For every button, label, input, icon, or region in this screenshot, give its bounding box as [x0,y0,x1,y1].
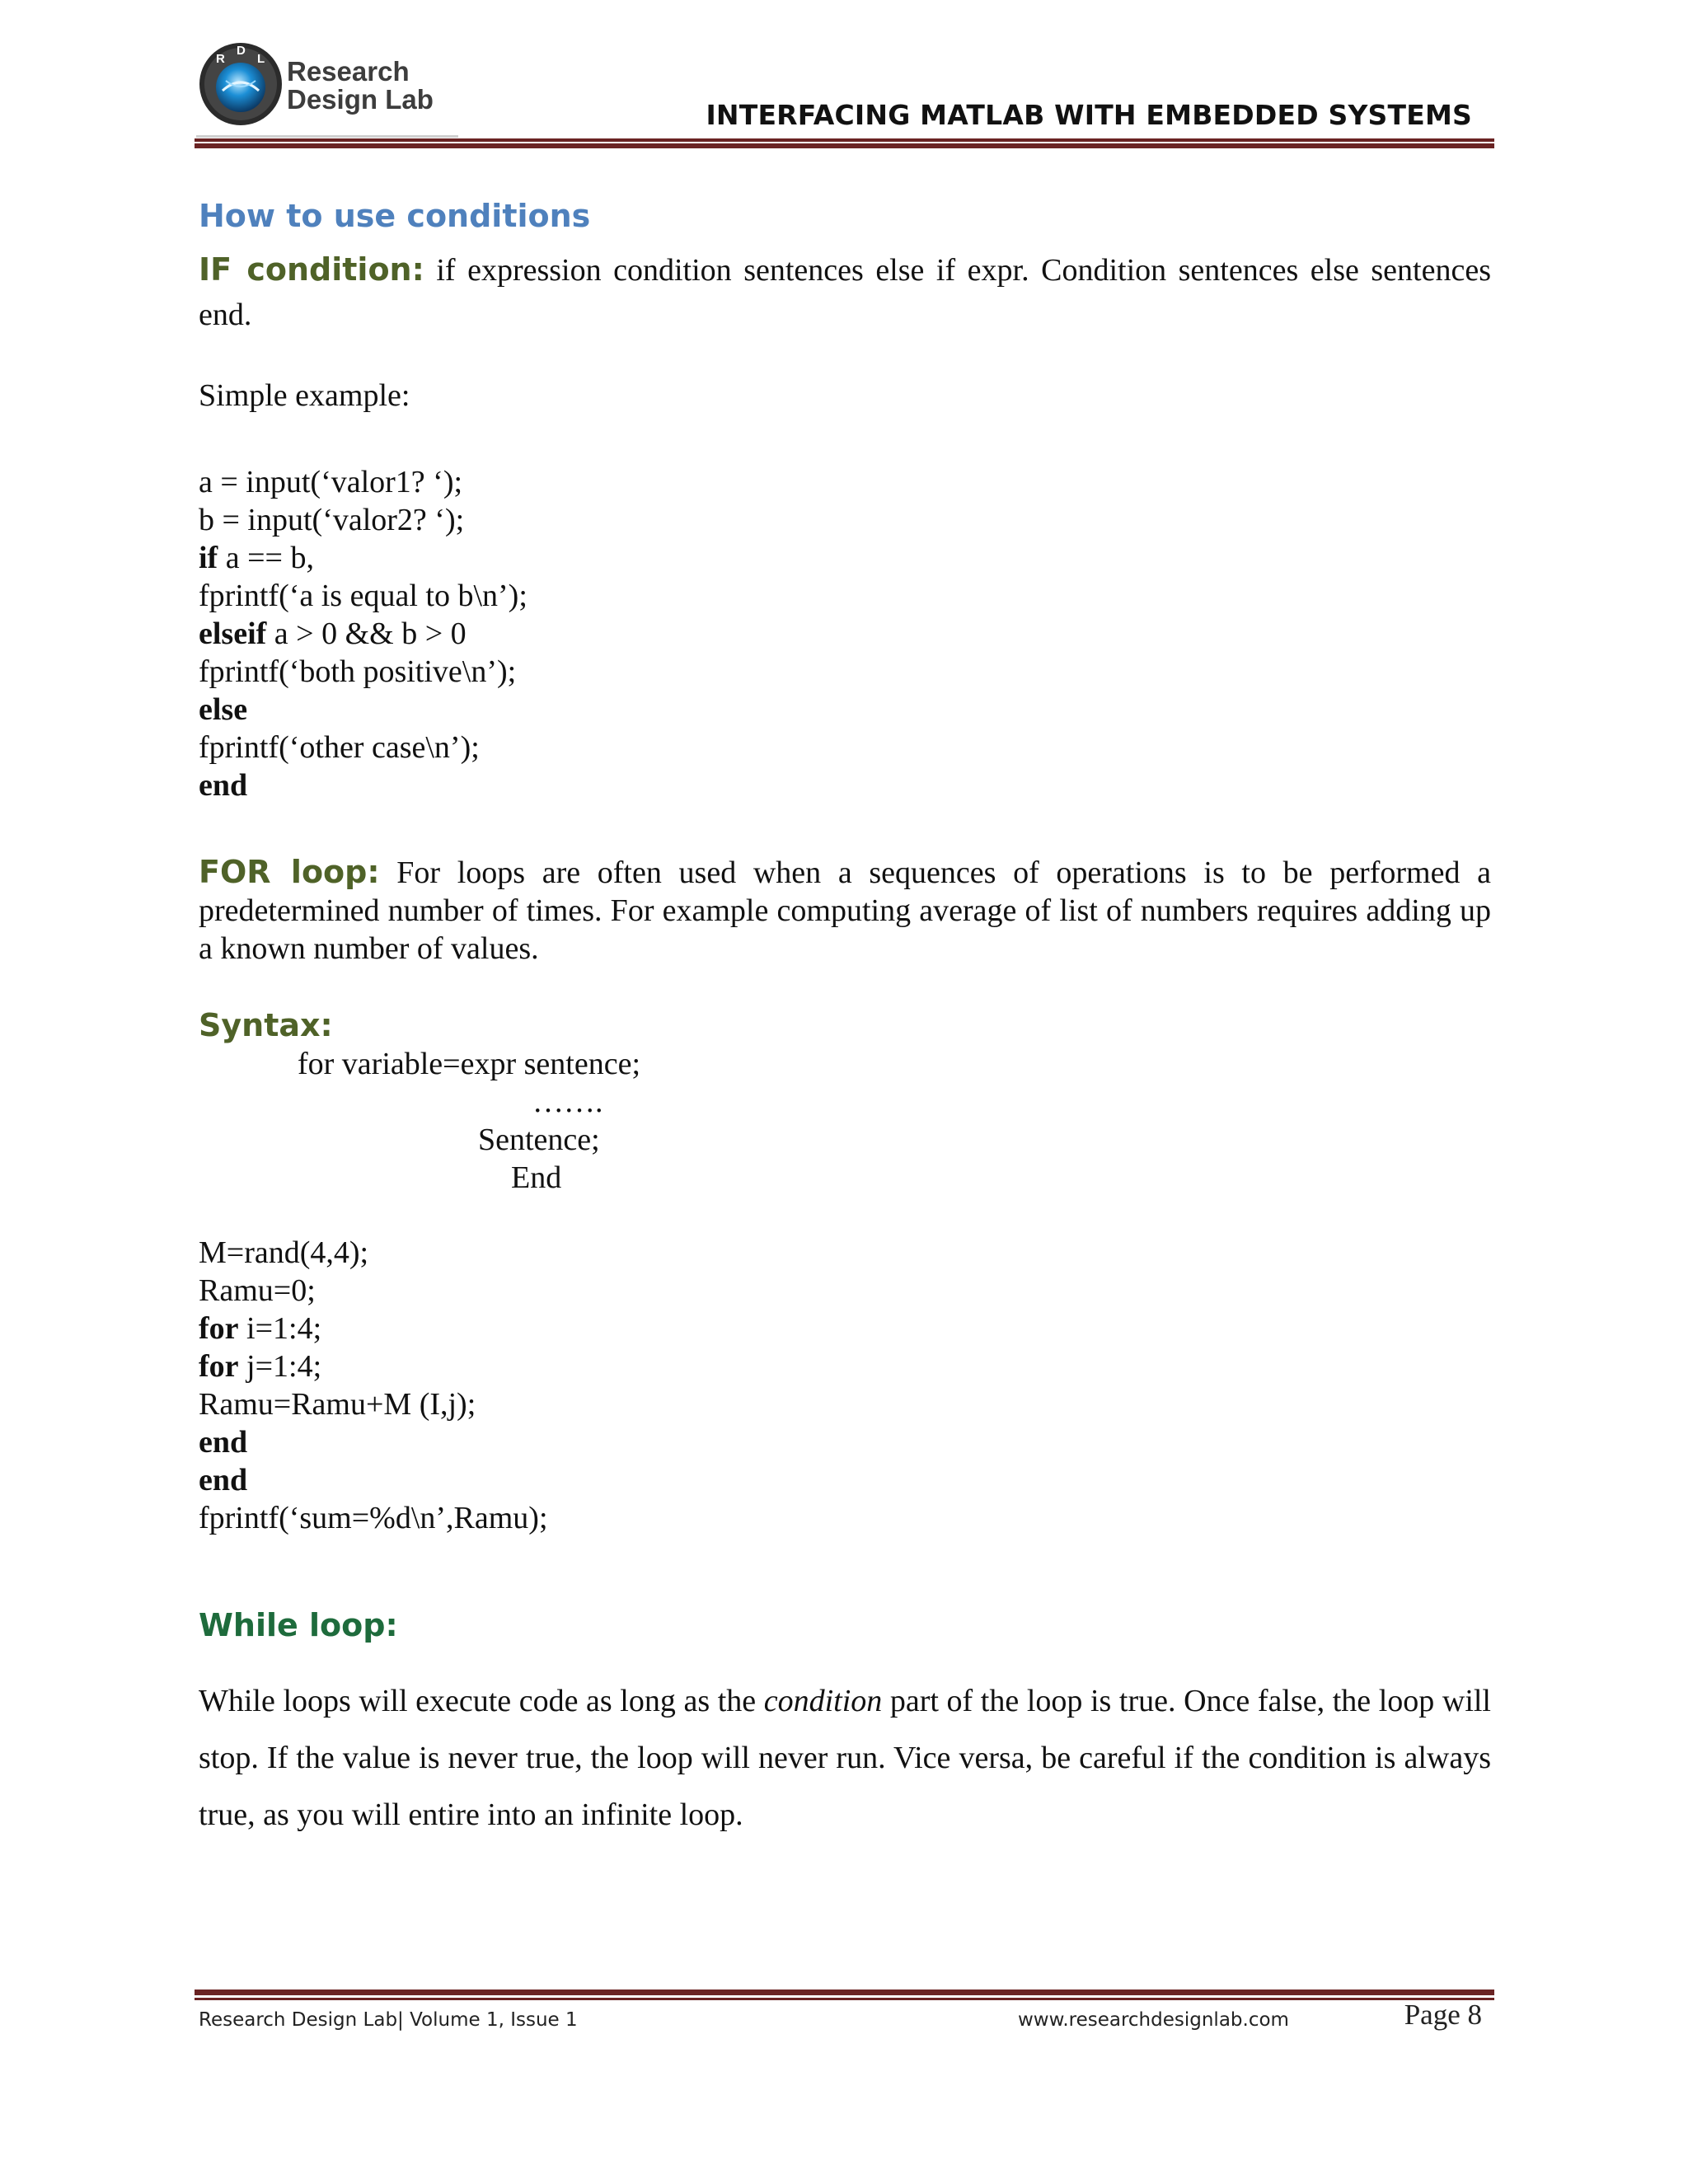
while-loop-paragraph [199,1673,1491,1844]
code-keyword: for [199,1349,239,1384]
code-keyword: end [199,1463,248,1497]
if-condition-paragraph [199,247,1491,337]
code-line [199,1272,1491,1310]
code-text: M=rand(4,4); [199,1235,369,1270]
code-line [199,1385,1491,1423]
syntax-line: for variable=expr sentence; [298,1047,640,1081]
code-line [199,501,1491,539]
code-line [199,766,1491,804]
code-text: fprintf(‘a is equal to b\n’); [199,579,528,613]
logo-wordmark [287,58,434,114]
footer-rule-thick [195,1990,1494,1995]
code-text: i=1:4; [238,1311,322,1346]
code-text: a = input(‘valor1? ‘); [199,465,463,499]
if-condition-text: if expression condition sentences else if expr. Condition sentences else sentences end. [199,253,1491,332]
syntax-line: ……. [532,1085,603,1119]
code-keyword: else [199,692,248,727]
code-line [199,539,1491,577]
code-line [199,1461,1491,1499]
code-keyword: for [199,1311,239,1346]
while-text-before: While loops will execute code as long as the [199,1684,764,1718]
code-line [199,463,1491,501]
code-text: j=1:4; [238,1349,322,1384]
for-loop-text: For loops are often used when a sequences of operations is to be performed a predetermined number of times. For example computing average of list of numbers requires adding up a known number of values. [199,855,1491,966]
code-line [199,1499,1491,1537]
code-keyword: end [199,1425,248,1460]
document-title: INTERFACING MATLAB WITH EMBEDDED SYSTEMS [706,99,1472,131]
code-keyword: if [199,541,218,575]
for-loop-paragraph [199,853,1491,968]
page-number: Page 8 [1404,1999,1482,2031]
code-line [199,1347,1491,1385]
syntax-line: Sentence; [478,1122,600,1157]
code-line [199,1234,1491,1272]
rdl-globe-icon [198,41,284,127]
conditions-heading: How to use conditions [199,198,591,234]
syntax-line: End [511,1160,562,1195]
footer-website-link[interactable]: www.researchdesignlab.com [1018,2009,1289,2031]
code-line [199,1310,1491,1347]
while-text-italic: condition [763,1684,883,1718]
code-line [199,1423,1491,1461]
code-text: fprintf(‘both positive\n’); [199,654,517,689]
header-rule-thick [195,143,1494,148]
code-text: Ramu=0; [199,1273,316,1308]
code-text: fprintf(‘sum=%d\n’,Ramu); [199,1501,548,1535]
for-code-block [199,1234,1491,1537]
code-line [199,615,1491,653]
syntax-heading: Syntax: [199,1007,333,1043]
logo-letter-r: R [216,52,225,66]
logo-underline [196,135,458,138]
code-line [199,653,1491,691]
code-keyword: elseif [199,616,267,651]
code-text: Ramu=Ramu+M (I,j); [199,1387,476,1422]
code-text: a > 0 && b > 0 [266,616,467,651]
code-line [199,577,1491,615]
while-text-after: part of the loop is true. Once false, the loop will stop. If the value is never true, the loop will never run. Vice versa, be careful if the condition is always true, as you will entire into an infinite loop. [199,1684,1491,1832]
code-line [199,691,1491,729]
for-loop-label: FOR loop: [199,854,380,890]
company-logo [198,41,462,140]
if-code-block [199,463,1491,804]
while-loop-heading: While loop: [199,1607,398,1643]
code-text: fprintf(‘other case\n’); [199,730,480,765]
logo-letter-d: D [237,44,246,58]
code-keyword: end [199,768,248,803]
code-text: a == b, [218,541,314,575]
logo-letter-l: L [257,52,265,66]
simple-example-label: Simple example: [199,378,410,413]
logo-line-1: Research [287,56,410,87]
code-text: b = input(‘valor2? ‘); [199,503,465,537]
if-condition-label: IF condition: [199,251,424,288]
footer-rule-thin [195,1998,1494,2000]
header-rule-thin [195,138,1494,142]
logo-line-2: Design Lab [287,84,434,115]
footer-publication: Research Design Lab| Volume 1, Issue 1 [199,2009,578,2031]
code-line [199,729,1491,766]
